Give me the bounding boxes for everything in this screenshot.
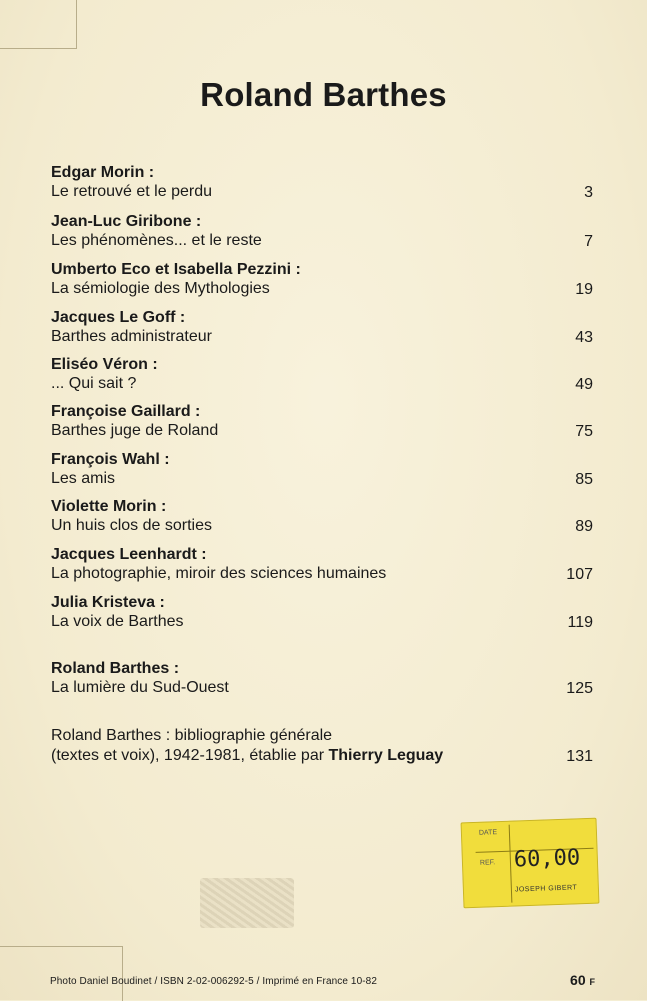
entry-page-number: 85 (575, 471, 593, 488)
toc-entry (51, 594, 597, 631)
entry-title: Barthes administrateur (51, 328, 212, 345)
entry-title: La photographie, miroir des sciences humaines (51, 565, 387, 582)
scan-edge-mark-top (0, 0, 77, 49)
footer-currency: F (589, 977, 595, 987)
toc-entry (51, 309, 597, 346)
entry-page-number: 7 (584, 233, 593, 250)
entry-title: La sémiologie des Mythologies (51, 280, 270, 297)
entry-line (51, 327, 597, 346)
entry-author: François Wahl : (51, 451, 170, 468)
bibliography-entry (51, 726, 597, 766)
bibliography-author: Thierry Leguay (328, 747, 444, 764)
entry-title: Le retrouvé et le perdu (51, 183, 212, 200)
entry-page-number: 3 (584, 184, 593, 201)
entry-title: La voix de Barthes (51, 613, 184, 630)
entry-line (51, 564, 597, 583)
entry-page-number: 49 (575, 376, 593, 393)
entry-line (51, 516, 597, 535)
footer-price-value: 60 (570, 972, 586, 988)
entry-line (51, 612, 597, 631)
entry-title: La lumière du Sud-Ouest (51, 679, 229, 696)
entry-author: Roland Barthes : (51, 660, 180, 677)
bibliography-line-2 (51, 746, 597, 766)
entry-author: Eliséo Véron : (51, 356, 158, 373)
toc-entry (51, 403, 597, 440)
entry-page-number: 75 (575, 423, 593, 440)
sticker-divider (509, 825, 513, 903)
toc-entry (51, 451, 597, 488)
toc-entry (51, 261, 597, 298)
bibliography-page-number: 131 (566, 748, 593, 765)
entry-line (51, 279, 597, 298)
scan-edge-mark-bottom (0, 946, 123, 1001)
sticker-ref-label: REF. (479, 859, 496, 867)
entry-line (51, 421, 597, 440)
torn-label-residue (200, 878, 294, 928)
entry-author: Violette Morin : (51, 498, 167, 515)
entry-title: Barthes juge de Roland (51, 422, 219, 439)
entry-page-number: 119 (567, 614, 593, 631)
entry-author: Jean-Luc Giribone : (51, 213, 202, 230)
entry-author: Julia Kristeva : (51, 594, 165, 611)
entry-page-number: 107 (566, 566, 593, 583)
toc-entry (51, 356, 597, 393)
entry-page-number: 19 (575, 281, 593, 298)
toc-entry (51, 546, 597, 583)
entry-line (51, 182, 597, 201)
entry-author: Edgar Morin : (51, 164, 155, 181)
footer-credits: Photo Daniel Boudinet / ISBN 2-02-006292-5 / Imprimé en France 10-82 (50, 976, 377, 987)
entry-title: Les phénomènes... et le reste (51, 232, 262, 249)
page-title: Roland Barthes (200, 76, 447, 113)
sticker-price: 60,00 (513, 845, 581, 873)
entry-line (51, 374, 597, 393)
entry-author: Umberto Eco et Isabella Pezzini : (51, 261, 301, 278)
footer-price (570, 972, 595, 988)
entry-title: Un huis clos de sorties (51, 517, 212, 534)
sticker-shop-name: JOSEPH GIBERT (514, 884, 578, 894)
entry-author: Françoise Gaillard : (51, 403, 201, 420)
entry-line (51, 469, 597, 488)
toc-entry (51, 164, 597, 201)
entry-page-number: 89 (575, 518, 593, 535)
sticker-date-label: DATE (478, 829, 498, 837)
entry-author: Jacques Le Goff : (51, 309, 186, 326)
toc-entry (51, 660, 597, 697)
price-sticker (461, 818, 600, 909)
toc-entry (51, 213, 597, 250)
toc-entry (51, 498, 597, 535)
entry-title: ... Qui sait ? (51, 375, 137, 392)
entry-page-number: 43 (575, 329, 593, 346)
entry-author: Jacques Leenhardt : (51, 546, 207, 563)
bibliography-line-1: Roland Barthes : bibliographie générale (51, 727, 333, 744)
entry-line (51, 231, 597, 250)
entry-page-number: 125 (566, 680, 593, 697)
entry-title: Les amis (51, 470, 116, 487)
entry-line (51, 678, 597, 697)
bibliography-line-2-text: (textes et voix), 1942-1981, établie par (51, 747, 329, 764)
